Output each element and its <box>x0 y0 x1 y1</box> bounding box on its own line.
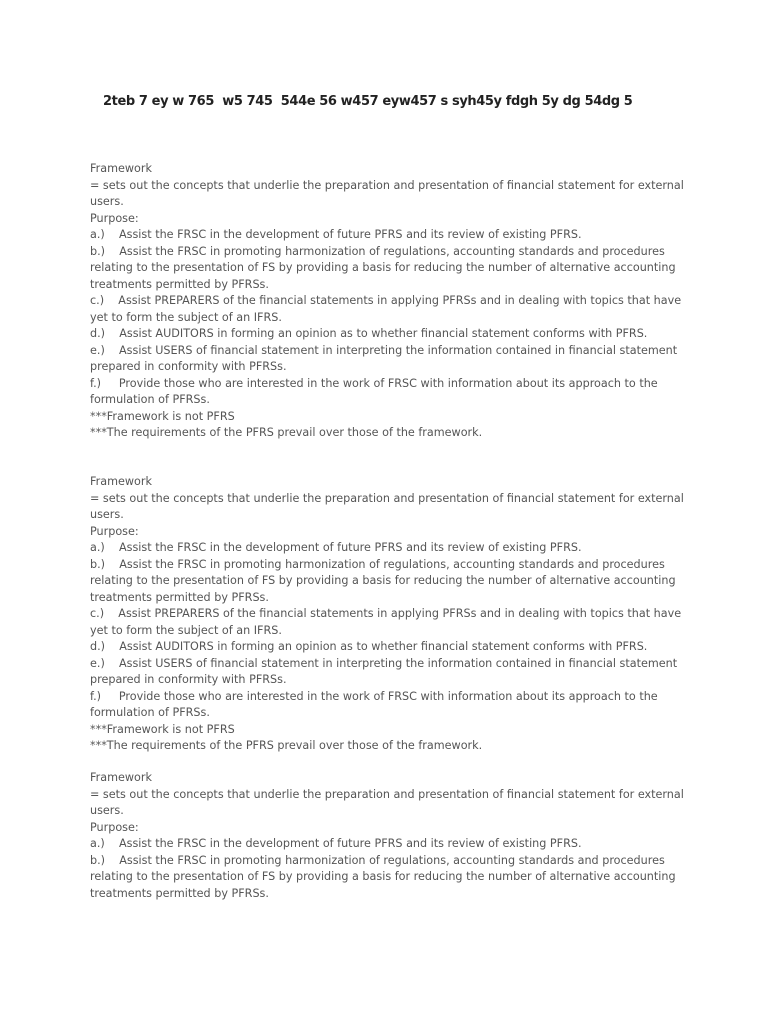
definition-text: = sets out the concepts that underlie the preparation and presentation of financial statement for external users. <box>90 178 688 208</box>
purpose-item-e: e.) Assist USERS of financial statement in interpreting the information contained in financial statement prepared in conformity with PFRSs. <box>90 656 681 686</box>
purpose-item-a: a.) Assist the FRSC in the development of future PFRS and its review of existing PFRS. <box>90 837 582 850</box>
purpose-item-a: a.) Assist the FRSC in the development of future PFRS and its review of existing PFRS. <box>90 541 582 554</box>
purpose-label: Purpose: <box>90 211 139 225</box>
purpose-item-c: c.) Assist PREPARERS of the financial statements in applying PFRSs and in dealing with topics that have yet to form the subject of an IFRS. <box>90 607 685 637</box>
purpose-item-f: f.) Provide those who are interested in the work of FRSC with information about its approach to the formulation of PFRSs. <box>90 376 662 406</box>
definition-text: = sets out the concepts that underlie the preparation and presentation of financial statement for external users. <box>90 787 688 817</box>
purpose-item-a: a.) Assist the FRSC in the development of future PFRS and its review of existing PFRS. <box>90 228 582 241</box>
purpose-label: Purpose: <box>90 820 139 834</box>
purpose-item-d: d.) Assist AUDITORS in forming an opinion as to whether financial statement conforms with PFRS. <box>90 327 648 340</box>
section-title: Framework <box>90 475 152 488</box>
purpose-item-b: b.) Assist the FRSC in promoting harmonization of regulations, accounting standards and procedures relating to the presentation of FS by providing a basis for reducing the number of alternative accounting treatments permitted by PFRSs. <box>90 853 680 900</box>
framework-section-3 <box>90 770 690 902</box>
note-line: ***The requirements of the PFRS prevail over those of the framework. <box>90 426 483 439</box>
purpose-item-b: b.) Assist the FRSC in promoting harmonization of regulations, accounting standards and procedures relating to the presentation of FS by providing a basis for reducing the number of alternative accounting treatments permitted by PFRSs. <box>90 557 680 604</box>
definition-text: = sets out the concepts that underlie the preparation and presentation of financial statement for external users. <box>90 491 688 521</box>
section-title: Framework <box>90 162 152 175</box>
framework-section-1 <box>90 161 690 442</box>
purpose-item-d: d.) Assist AUDITORS in forming an opinion as to whether financial statement conforms with PFRS. <box>90 640 648 653</box>
purpose-item-e: e.) Assist USERS of financial statement in interpreting the information contained in financial statement prepared in conformity with PFRSs. <box>90 343 681 373</box>
framework-section-2 <box>90 474 690 755</box>
note-line: ***The requirements of the PFRS prevail over those of the framework. <box>90 739 483 752</box>
section-title: Framework <box>90 771 152 784</box>
note-line: ***Framework is not PFRS <box>90 722 235 736</box>
purpose-item-b: b.) Assist the FRSC in promoting harmonization of regulations, accounting standards and procedures relating to the presentation of FS by providing a basis for reducing the number of alternative accounting treatments permitted by PFRSs. <box>90 244 680 291</box>
document-heading: 2teb 7 ey w 765 w5 745 544e 56 w457 eyw457 s syh45y fdgh 5y dg 54dg 5 <box>103 94 633 109</box>
purpose-item-c: c.) Assist PREPARERS of the financial statements in applying PFRSs and in dealing with topics that have yet to form the subject of an IFRS. <box>90 294 685 324</box>
purpose-label: Purpose: <box>90 524 139 538</box>
purpose-item-f: f.) Provide those who are interested in the work of FRSC with information about its approach to the formulation of PFRSs. <box>90 689 662 719</box>
note-line: ***Framework is not PFRS <box>90 409 235 423</box>
